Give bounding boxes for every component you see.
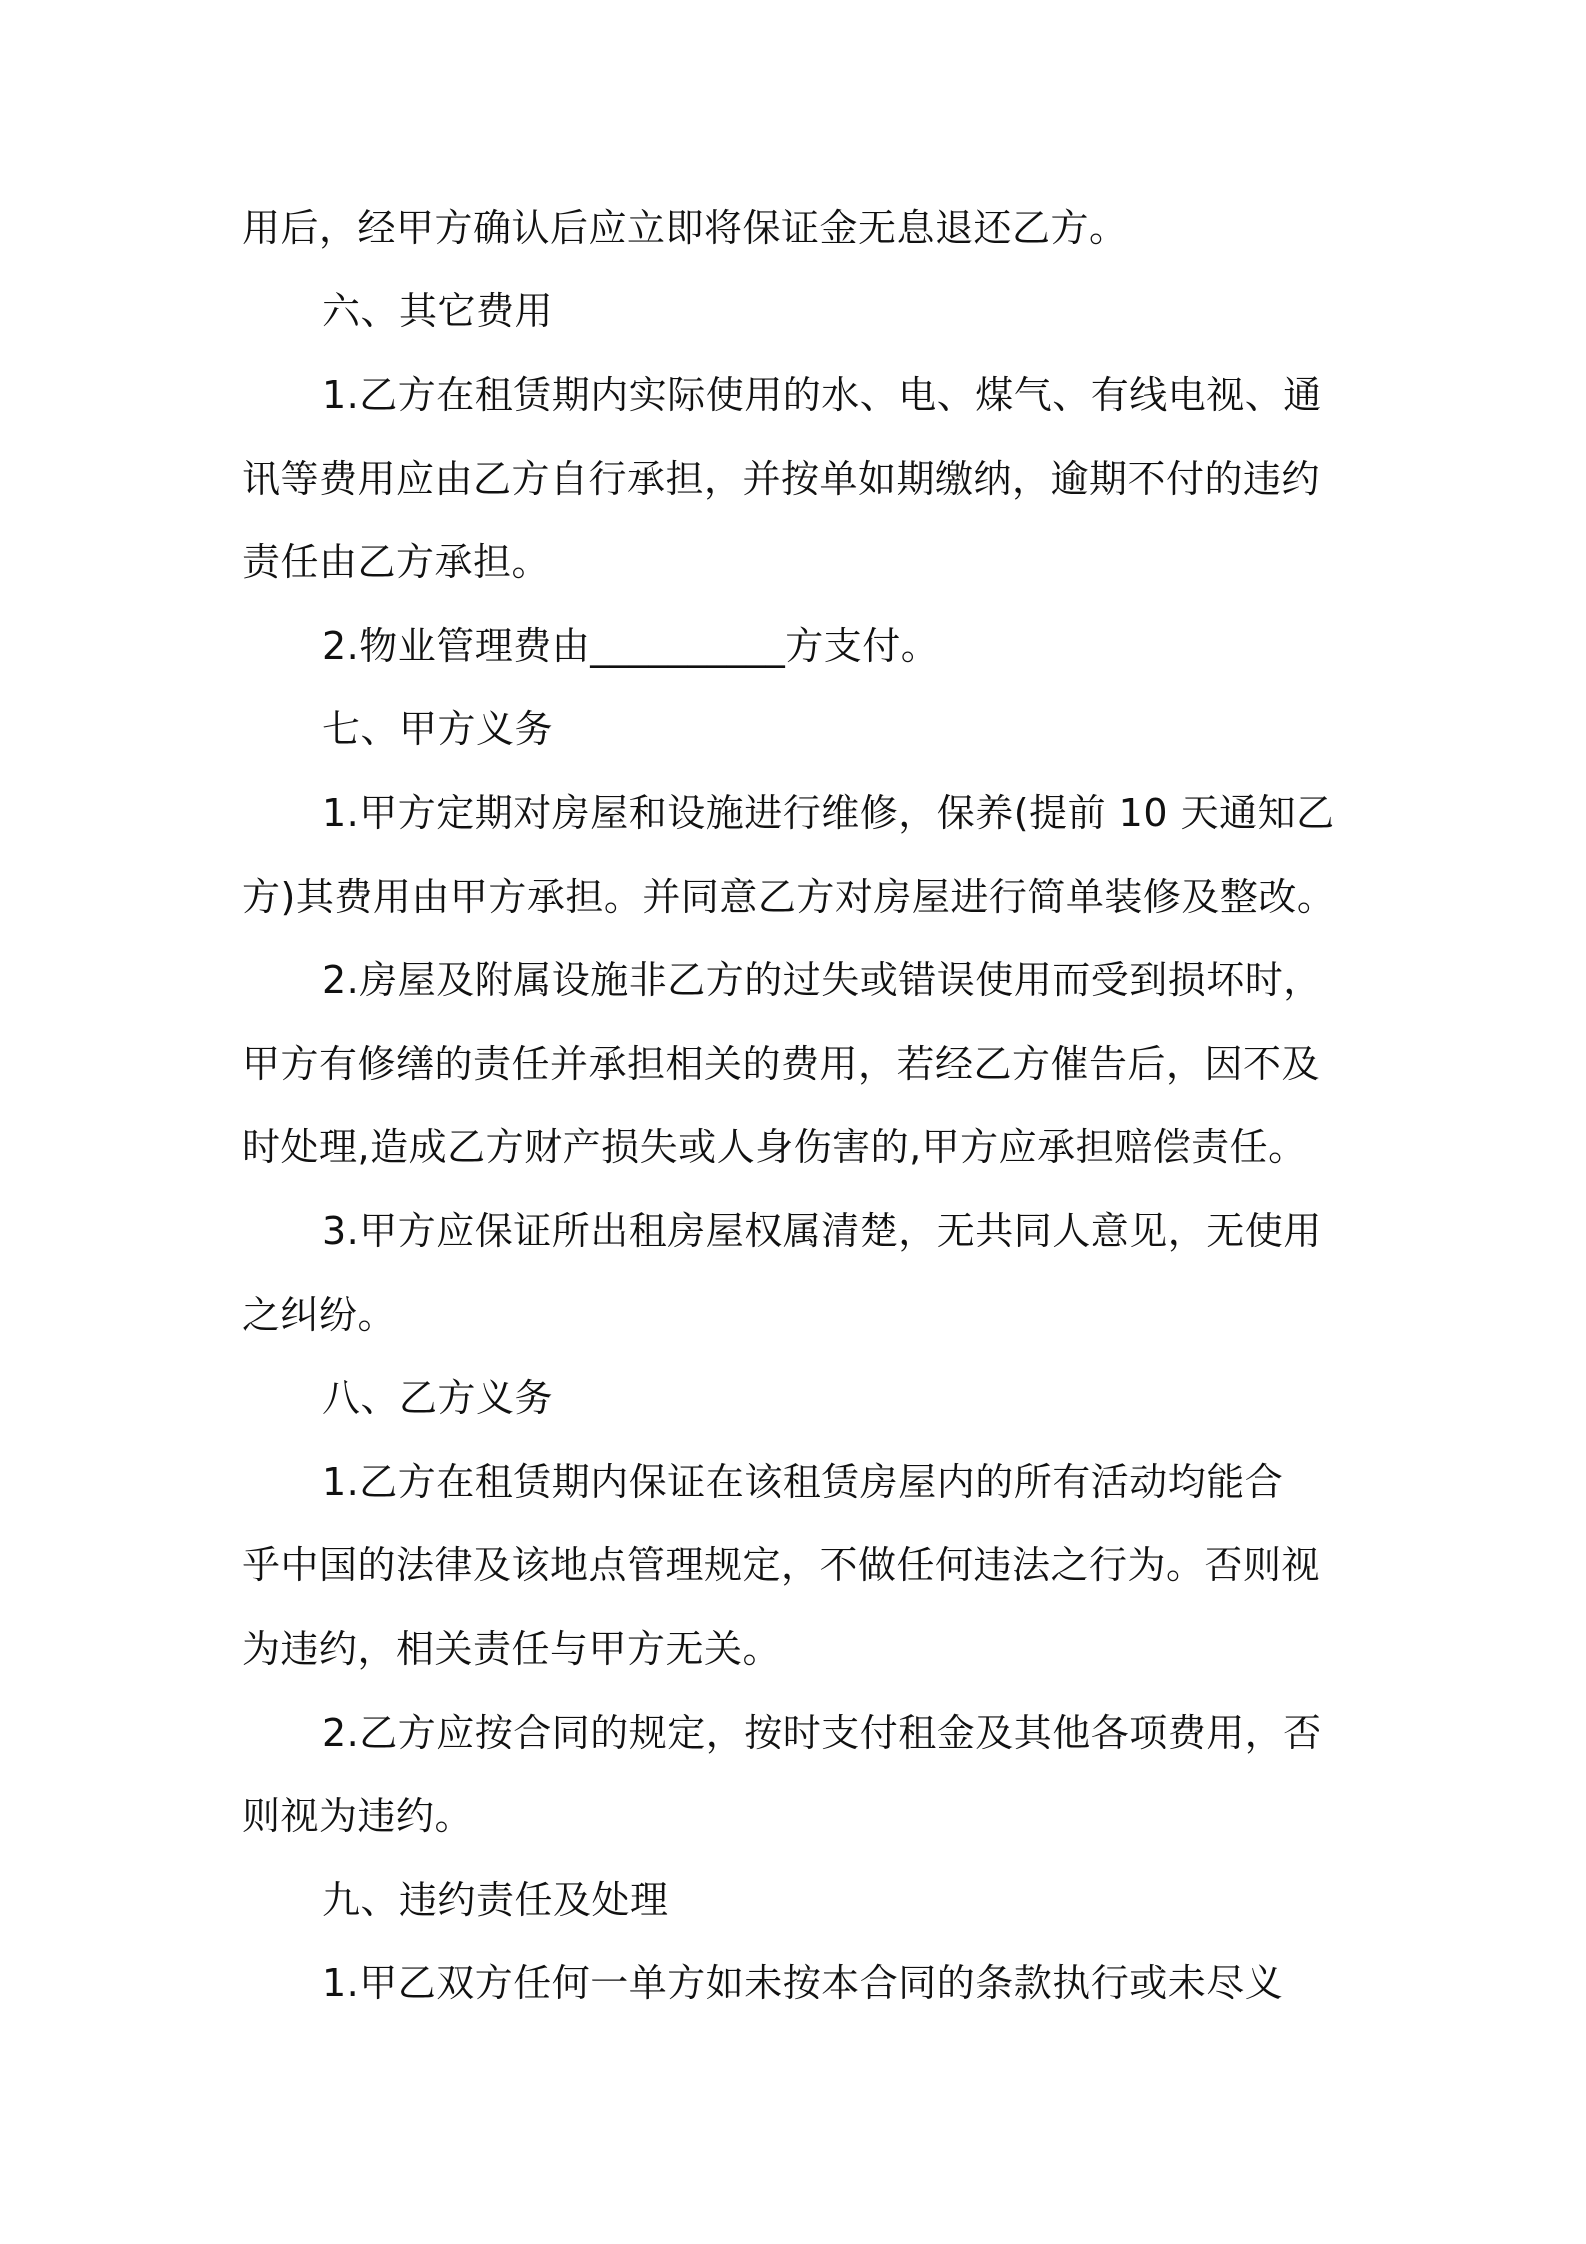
section-heading-party-b-obligations: 八、乙方义务: [322, 1376, 554, 1420]
paragraph-line: 则视为违约。: [242, 1794, 474, 1838]
paragraph-line: 2.房屋及附属设施非乙方的过失或错误使用而受到损坏时，: [322, 958, 1322, 1002]
section-heading-party-a-obligations: 七、甲方义务: [322, 707, 554, 751]
paragraph-line: 讯等费用应由乙方自行承担，并按单如期缴纳，逾期不付的违约: [242, 457, 1321, 501]
paragraph-line: 1.乙方在租赁期内保证在该租赁房屋内的所有活动均能合: [322, 1460, 1284, 1504]
paragraph-line: 2.物业管理费由__________方支付。: [322, 624, 940, 668]
paragraph-line: 3.甲方应保证所出租房屋权属清楚，无共同人意见，无使用: [322, 1209, 1322, 1253]
paragraph-line: 甲方有修缮的责任并承担相关的费用，若经乙方催告后，因不及: [242, 1042, 1321, 1086]
paragraph-line: 之纠纷。: [242, 1293, 397, 1337]
paragraph-line: 1.乙方在租赁期内实际使用的水、电、煤气、有线电视、通: [322, 373, 1322, 417]
paragraph-line: 为违约，相关责任与甲方无关。: [242, 1627, 782, 1671]
paragraph-line: 责任由乙方承担。: [242, 540, 551, 584]
section-heading-breach-liability: 九、违约责任及处理: [322, 1878, 669, 1922]
paragraph-line: 用后，经甲方确认后应立即将保证金无息退还乙方。: [242, 206, 1128, 250]
paragraph-line: 2.乙方应按合同的规定，按时支付租金及其他各项费用，否: [322, 1711, 1322, 1755]
paragraph-line: 方)其费用由甲方承担。并同意乙方对房屋进行简单装修及整改。: [242, 875, 1336, 919]
section-heading-other-fees: 六、其它费用: [322, 289, 554, 333]
paragraph-line: 乎中国的法律及该地点管理规定，不做任何违法之行为。否则视: [242, 1543, 1321, 1587]
paragraph-line: 1.甲方定期对房屋和设施进行维修，保养(提前 10 天通知乙: [322, 791, 1335, 835]
paragraph-line: 时处理,造成乙方财产损失或人身伤害的,甲方应承担赔偿责任。: [242, 1125, 1307, 1169]
paragraph-line: 1.甲乙双方任何一单方如未按本合同的条款执行或未尽义: [322, 1961, 1284, 2005]
